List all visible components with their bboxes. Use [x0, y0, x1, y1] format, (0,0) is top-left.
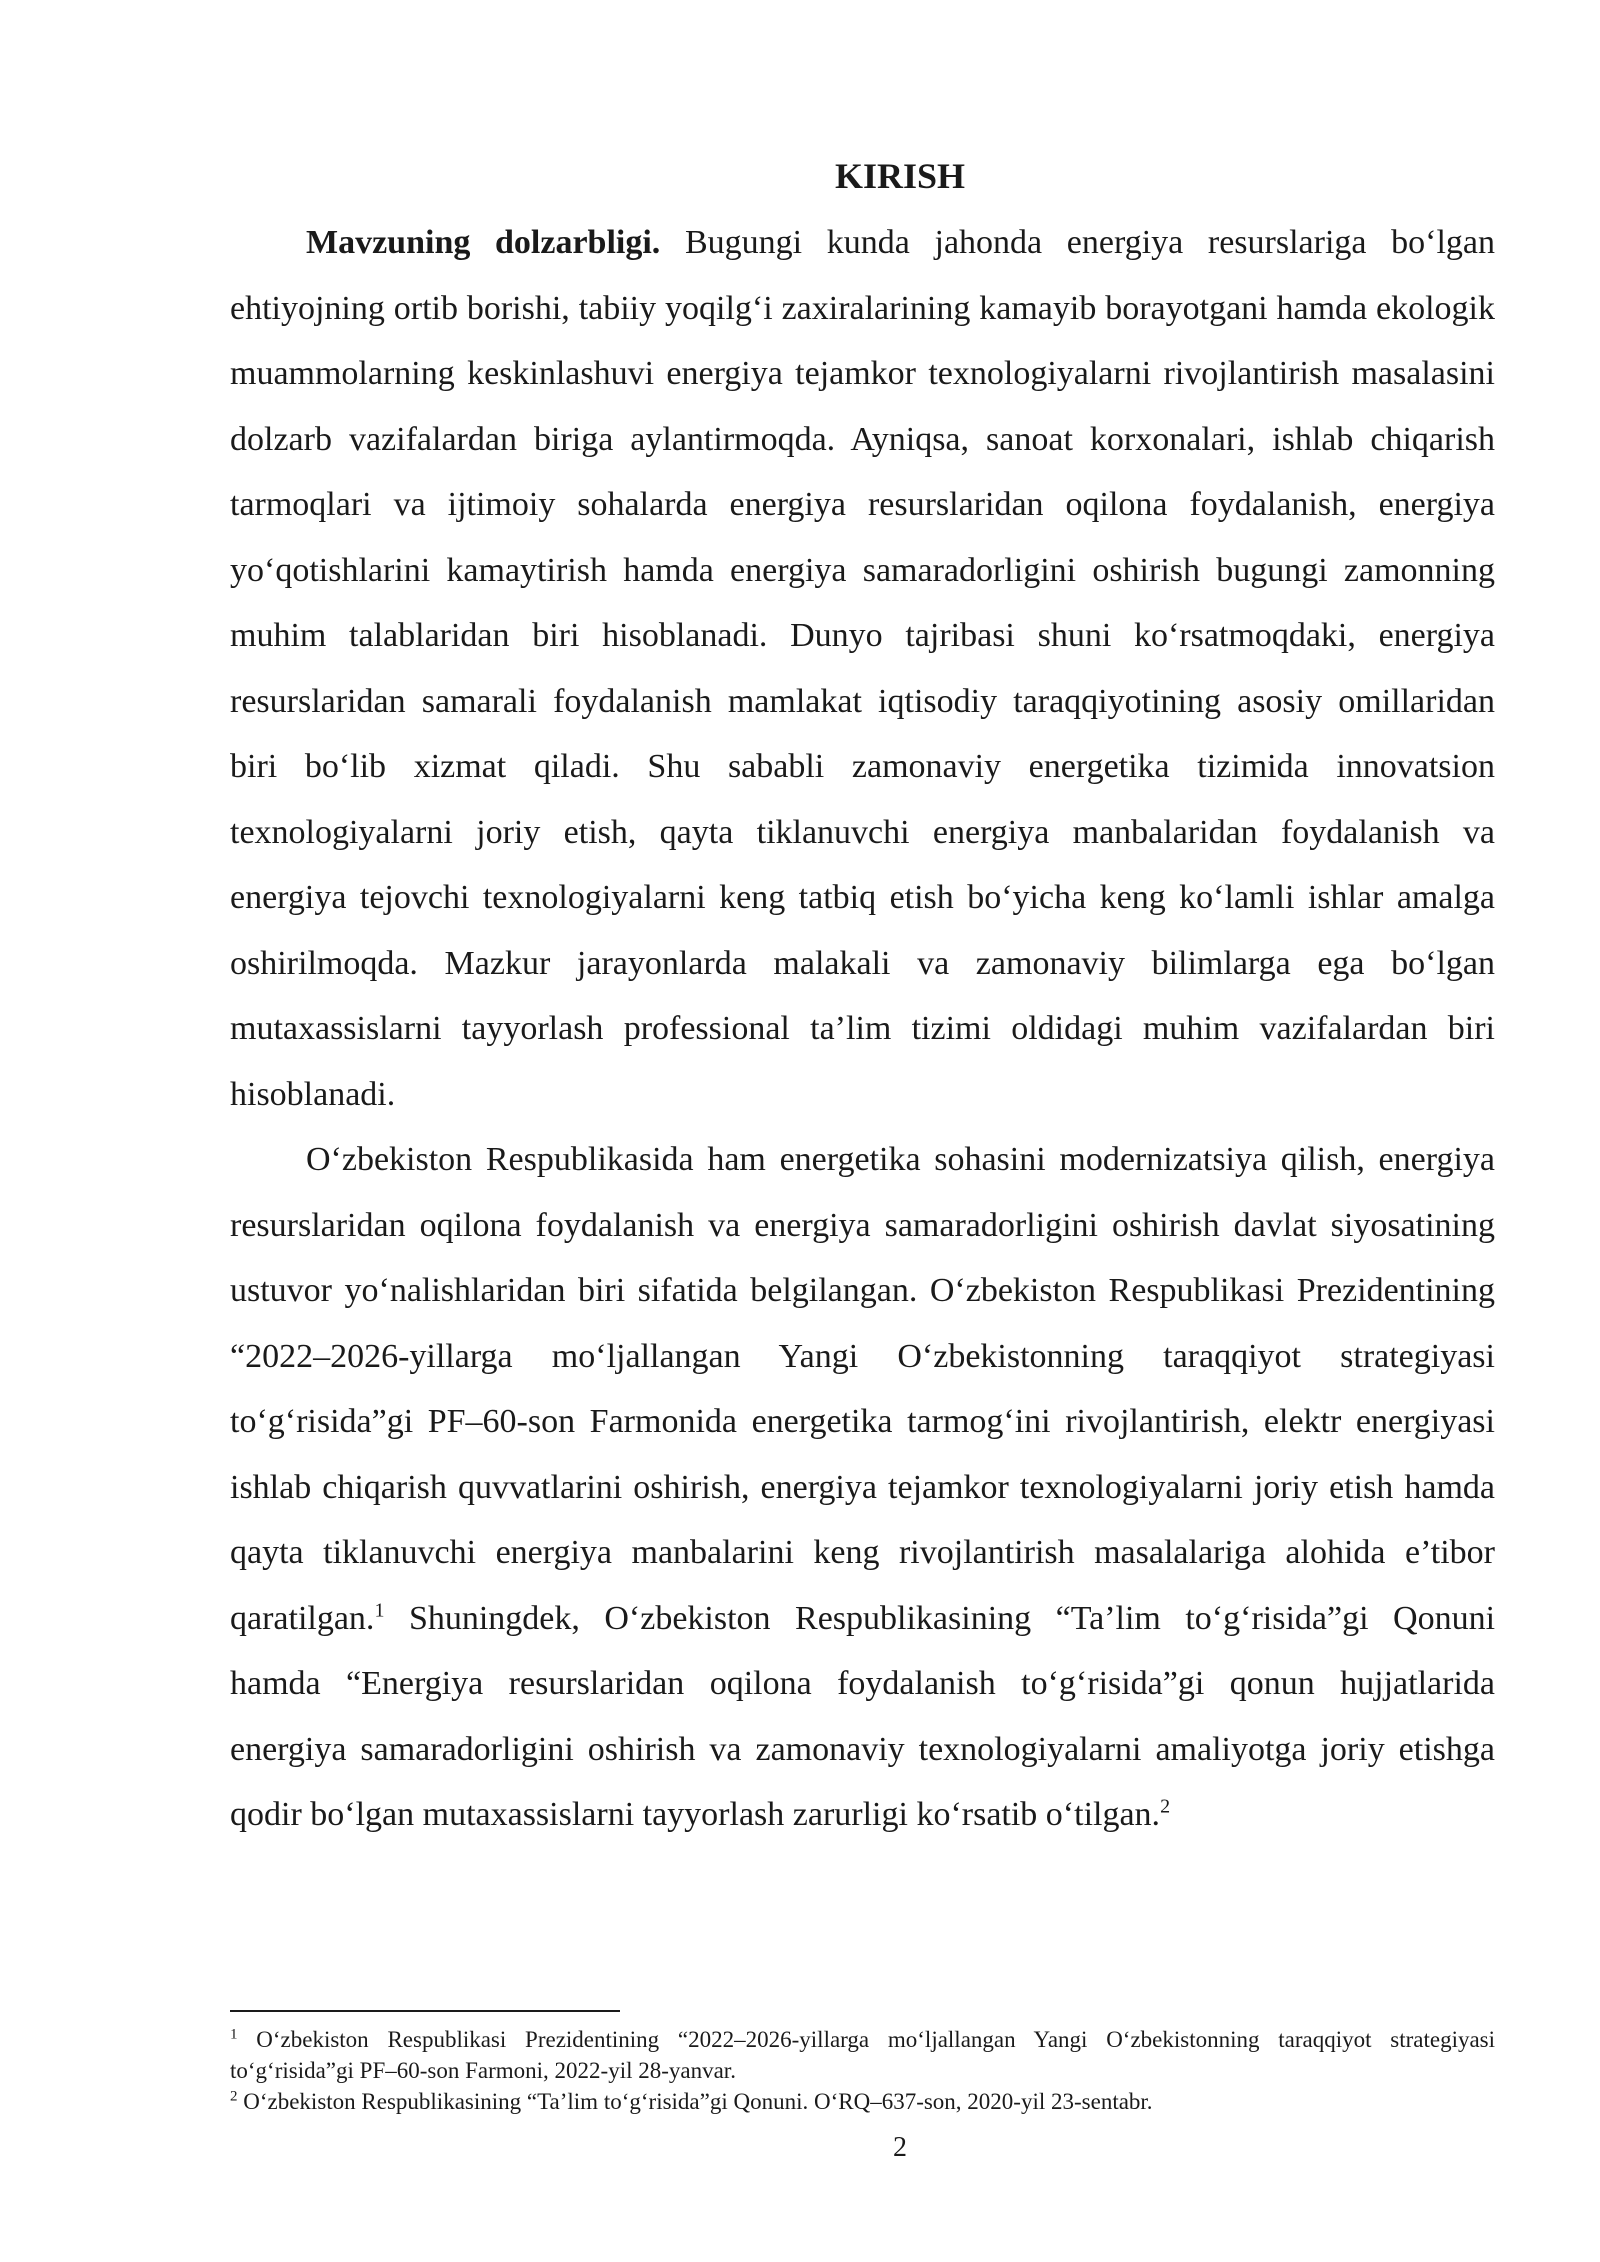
footnote-text: O‘zbekiston Respublikasining “Ta’lim to‘g‘risida”gi Qonuni. O‘RQ–637-son, 2020-yil 23-sentabr.	[243, 2089, 1153, 2114]
footnote-text: O‘zbekiston Respublikasi Prezidentining “2022–2026-yillarga mo‘ljallangan Yangi O‘zbekistonning taraqqiyot strategiyasi to‘g‘risida”gi PF–60-son Farmoni, 2022-yil 28-yanvar.	[230, 2027, 1496, 2083]
paragraph-uzbekistan-text-b: Shuningdek, O‘zbekiston Respublikasining “Ta’lim to‘g‘risida”gi Qonuni hamda “Energiya resurslaridan oqilona foydalanish to‘g‘risida”gi qonun hujjatlarida energiya samaradorligini oshirish va zamonaviy texnologiyalarni amaliyotga joriy etishga qodir bo‘lgan mutaxassislarni tayyorlash zarurligi ko‘rsatib o‘tilgan.	[230, 1599, 1496, 1833]
footnote-2	[230, 2086, 1495, 2117]
body-text	[230, 210, 1495, 1848]
footnote-divider	[230, 2010, 620, 2012]
footnote-1	[230, 2024, 1495, 2086]
paragraph-uzbekistan	[230, 1127, 1495, 1848]
paragraph-uzbekistan-text-a: O‘zbekiston Respublikasida ham energetika sohasini modernizatsiya qilish, energiya resurslaridan oqilona foydalanish va energiya samaradorligini oshirish davlat siyosatining ustuvor yo‘nalishlaridan biri sifatida belgilangan. O‘zbekiston Respublikasi Prezidentining “2022–2026-yillarga mo‘ljallangan Yangi O‘zbekistonning taraqqiyot strategiyasi to‘g‘risida”gi PF–60-son Farmonida energetika tarmog‘ini rivojlantirish, elektr energiyasi ishlab chiqarish quvvatlarini oshirish, energiya tejamkor texnologiyalarni joriy etish hamda qayta tiklanuvchi energiya manbalarini keng rivojlantirish masalalariga alohida e’tibor qaratilgan.	[230, 1141, 1495, 1637]
footnote-number: 1	[230, 2026, 238, 2043]
footnotes	[230, 2024, 1495, 2117]
footnote-ref-2[interactable]: 2	[1160, 1795, 1171, 1818]
paragraph-relevance-text: Bugungi kunda jahonda energiya resurslariga bo‘lgan ehtiyojning ortib borishi, tabiiy yoqilg‘i zaxiralarining kamayib borayotgani hamda ekologik muammolarning keskinlashuvi energiya tejamkor texnologiyalarni rivojlantirish masalasini dolzarb vazifalardan biriga aylantirmoqda. Ayniqsa, sanoat korxonalari, ishlab chiqarish tarmoqlari va ijtimoiy sohalarda energiya resurslaridan oqilona foydalanish, energiya yo‘qotishlarini kamaytirish hamda energiya samaradorligini oshirish bugungi zamonning muhim talablaridan biri hisoblanadi. Dunyo tajribasi shuni ko‘rsatmoqdaki, energiya resurslaridan samarali foydalanish mamlakat iqtisodiy taraqqiyotining asosiy omillaridan biri bo‘lib xizmat qiladi. Shu sababli zamonaviy energetika tizimida innovatsion texnologiyalarni joriy etish, qayta tiklanuvchi energiya manbalaridan foydalanish va energiya tejovchi texnologiyalarni keng tatbiq etish bo‘yicha keng ko‘lamli ishlar amalga oshirilmoqda. Mazkur jarayonlarda malakali va zamonaviy bilimlarga ega bo‘lgan mutaxassislarni tayyorlash professional ta’lim tizimi oldidagi muhim vazifalardan biri hisoblanadi.	[230, 224, 1496, 1113]
paragraph-lead: Mavzuning dolzarbligi.	[306, 224, 661, 261]
paragraph-relevance	[230, 210, 1495, 1127]
footnote-ref-1[interactable]: 1	[374, 1599, 385, 1622]
footnote-number: 2	[230, 2088, 238, 2105]
section-title: KIRISH	[834, 156, 966, 196]
page-number: 2	[893, 2132, 907, 2163]
